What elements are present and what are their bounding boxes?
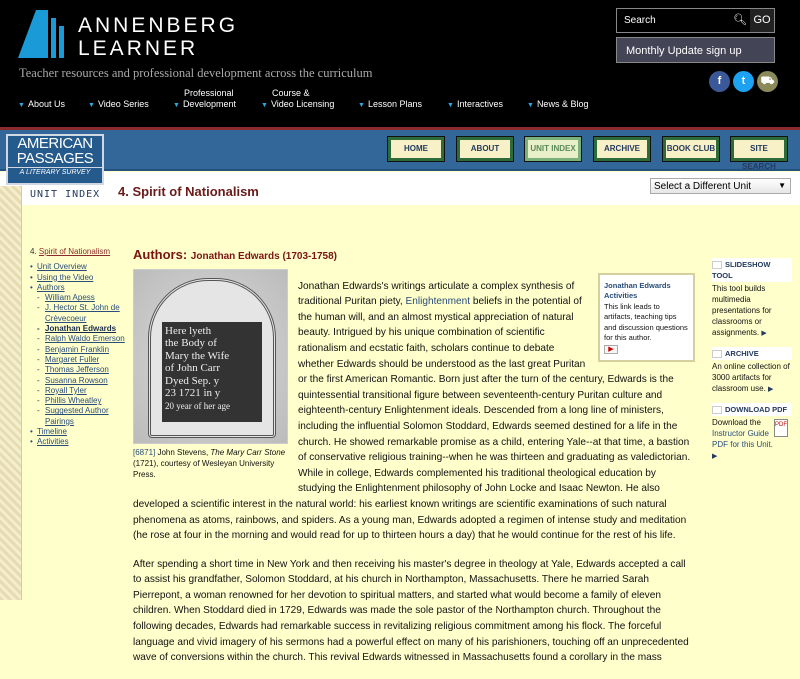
unit-select[interactable]: Select a Different Unit ▼ xyxy=(650,178,791,194)
sidebar-author[interactable]: Susanna Rowson xyxy=(45,375,108,385)
sidebar-unit-link[interactable]: Spirit of Nationalism xyxy=(38,247,111,256)
sidebar-author[interactable]: Ralph Waldo Emerson xyxy=(45,334,125,344)
sidebar-author[interactable]: Phillis Wheatley xyxy=(45,396,102,406)
arrow-icon[interactable]: ▶ xyxy=(768,386,774,393)
archive-icon xyxy=(712,350,722,358)
figure xyxy=(133,269,290,480)
tab-home[interactable]: HOME xyxy=(388,137,444,161)
nav-interactives[interactable]: ▼ Interactives xyxy=(447,99,503,109)
sidebar-item-activities[interactable]: Activities xyxy=(37,437,69,447)
gravestone-image[interactable]: Here lyeth the Body of Mary the Wife of John Carr Dyed Sep. y 23 1721 in y 20 year of her age xyxy=(133,269,288,444)
twitter-icon[interactable]: t xyxy=(733,71,754,92)
activities-link[interactable]: Jonathan Edwards Activities xyxy=(604,280,671,301)
instructor-guide-link[interactable]: Instructor Guide PDF for this Unit. xyxy=(712,429,773,449)
go-button[interactable]: GO xyxy=(750,9,774,32)
paragraph: After spending a short time in New York and then receiving his master's degree in theology at Yale, Edwards accepted a call to assist his grandfather, Solomon Stoddard, at his church in Northampton, Massachusetts. There he married Sarah Pierrepont, a woman renowned for her devotion to spiritual matters, and started what would become a family of eleven children. When Stoddard died in 1729, Edwards was made the sole pastor of the Northampton church. Throughout the following decades, Edwards had remarkable success in revitalizing religious commitment among his flock. The forceful language and vivid imagery of his sermons had a powerful effect on many of his parishioners, touching off an unprecedented wave of conversions within the church. This revival Edwards witnessed in Massachusetts found a corollary in the mass xyxy=(133,558,689,664)
sidebar-author-pairings[interactable]: Suggested Author Pairings xyxy=(45,406,109,426)
site-header xyxy=(0,0,800,128)
image-caption: [6871] John Stevens, The Mary Carr Stone (1721), courtesy of Wesleyan University Press. xyxy=(133,447,286,479)
play-icon[interactable]: ▶ xyxy=(604,345,618,354)
sidebar-author[interactable]: Royall Tyler xyxy=(45,385,87,395)
sidebar-author[interactable]: Thomas Jefferson xyxy=(45,365,109,375)
right-sidebar: SLIDESHOW TOOL This tool builds multimedia presentations for classrooms or assignments. ▶ ARCHIVE An online collection of 3000 artifacts for classroom use. ▶ DOWNLOAD PDF PDF Download the Instructor Guide PDF for this Unit. ▶ xyxy=(712,258,792,470)
decorative-strip xyxy=(0,186,22,600)
facebook-icon[interactable]: f xyxy=(709,71,730,92)
nav-course-licensing[interactable]: Course & ▼ Video Licensing xyxy=(261,88,335,109)
enlightenment-link[interactable]: Enlightenment xyxy=(405,296,471,308)
annenberg-logo-icon[interactable] xyxy=(18,10,70,58)
section-label: UNIT INDEX xyxy=(30,189,101,200)
artifact-link[interactable]: [6871] xyxy=(133,447,156,457)
pdf-heading-icon xyxy=(712,406,722,414)
arrow-icon[interactable]: ▶ xyxy=(761,330,767,337)
search-placeholder: Search xyxy=(624,15,656,26)
slideshow-icon xyxy=(712,261,722,269)
tab-site-search[interactable]: SITE SEARCH xyxy=(731,137,787,161)
sidebar-author[interactable]: Benjamin Franklin xyxy=(45,344,110,354)
nav-video-series[interactable]: ▼ Video Series xyxy=(88,99,149,109)
activities-box: Jonathan Edwards Activities This link leads to artifacts, teaching tips and discussion questions for this author. ▶ xyxy=(598,273,695,363)
sidebar: 4. Spirit of Nationalism • Unit Overview • Using the Video • Authors - William Apess - J. Hector St. John de Crèvecoeur - Jonathan Edwards - Ralph Waldo Emerson - Benjamin Franklin - Margaret Fuller - Thomas Jefferson - Susanna Rowson - Royall Tyler - Phillis Wheatley - Suggested Author Pairings • Timeline • Activities xyxy=(30,247,125,448)
brand-name-2[interactable]: LEARNER xyxy=(78,37,199,60)
nav-lesson-plans[interactable]: ▼ Lesson Plans xyxy=(358,99,422,109)
nav-professional-development[interactable]: Professional ▼ Development xyxy=(173,88,236,109)
cart-icon[interactable]: ⛟ xyxy=(757,71,778,92)
tab-about[interactable]: ABOUT xyxy=(457,137,513,161)
sidebar-author[interactable]: Margaret Fuller xyxy=(45,354,100,364)
tagline: Teacher resources and professional development across the curriculum xyxy=(19,66,373,80)
american-passages-logo[interactable]: AMERICAN PASSAGES A LITERARY SURVEY xyxy=(6,134,104,185)
nav-about-us[interactable]: ▼ About Us xyxy=(18,99,65,109)
slideshow-heading[interactable]: SLIDESHOW TOOL xyxy=(712,258,792,282)
tab-archive[interactable]: ARCHIVE xyxy=(594,137,650,161)
chevron-down-icon: ▼ xyxy=(778,181,786,190)
pdf-icon[interactable]: PDF xyxy=(774,419,788,437)
sidebar-author[interactable]: J. Hector St. John de Crèvecoeur xyxy=(45,303,120,323)
tab-unit-index[interactable]: UNIT INDEX xyxy=(525,137,581,161)
tab-book-club[interactable]: BOOK CLUB xyxy=(663,137,719,161)
nav-news-blog[interactable]: ▼ News & Blog xyxy=(527,99,589,109)
main-content xyxy=(133,247,695,679)
sidebar-item-authors[interactable]: Authors xyxy=(37,282,65,292)
sidebar-author[interactable]: William Apess xyxy=(45,293,95,303)
sidebar-item-using-video[interactable]: Using the Video xyxy=(37,272,94,282)
arrow-icon[interactable]: ▶ xyxy=(712,453,718,460)
page-title: 4. Spirit of Nationalism xyxy=(118,184,259,199)
pdf-heading[interactable]: DOWNLOAD PDF xyxy=(712,403,792,416)
search-icon[interactable]: 🔍︎ xyxy=(733,14,747,26)
paragraph: Jonathan Edwards's writings articulate a complex synthesis of traditional Puritan piety, Enlightenment beliefs in the potential of the human will, and an almost mystical appreciation of natural beauty. Intrigued by his unique combination of scientific rationalism and ecstatic faith, scholars continue to debate whether Edwards should be understood as the last great Puritan or the first American Romantic. Born just after the turn of the century, Edwards is the quintessential transitional figure between seventeenth-century Puritan culture and eighteenth-century Enlightenment ideals. Descended from a long line of ministers, including the influential Solomon Stoddard, Edwards seemed destined for a life in the church. He showed remarkable promise as a child, entering Yale--at that time, a bastion of conservative religious training--when he was thirteen and graduating as valedictorian. While in college, Edwards complemented his traditional theological education by studying the Enlightenment philosophy of John Locke and Isaac Newton. He also developed a scientific interest in the natural world: his earliest known writings are scientific examinations of such natural phenomena as atoms, rainbows, and spiders. As a young man, Edwards adopted a regimen of intense study and meditation (he rose at four in the morning and would read for up to thirteen hours a day) that he would continue for the rest of his life. xyxy=(133,280,691,542)
archive-heading[interactable]: ARCHIVE xyxy=(712,347,792,360)
monthly-signup-button[interactable]: Monthly Update sign up xyxy=(616,37,775,63)
sidebar-item-unit-overview[interactable]: Unit Overview xyxy=(37,262,87,272)
sidebar-item-timeline[interactable]: Timeline xyxy=(37,427,67,437)
search-input[interactable] xyxy=(616,8,775,33)
brand-name[interactable]: ANNENBERG xyxy=(78,14,239,37)
sidebar-author-current: Jonathan Edwards xyxy=(45,324,117,334)
section-heading: Authors: Jonathan Edwards (1703-1758) xyxy=(133,247,337,262)
